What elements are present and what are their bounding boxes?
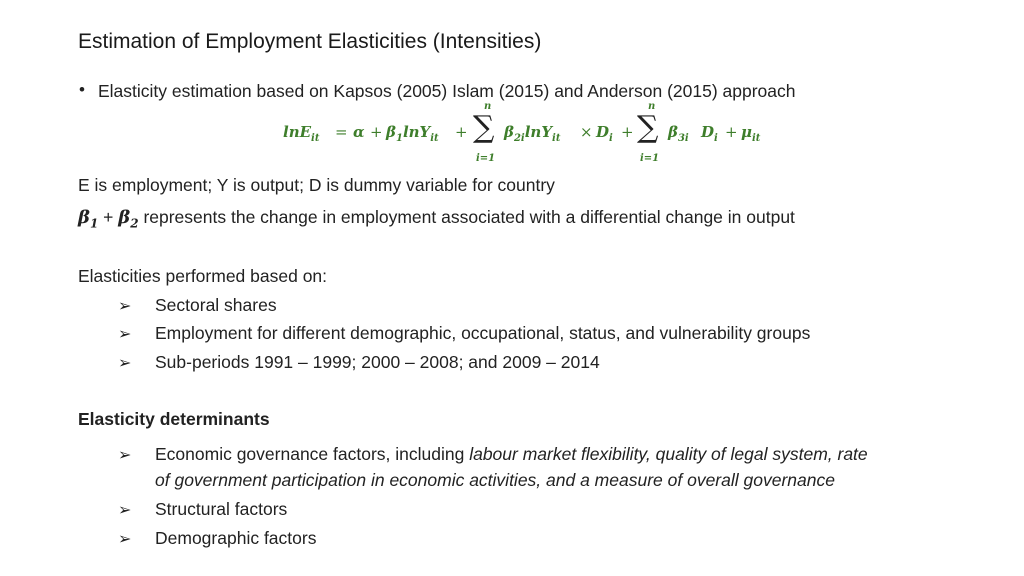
arrow-bullet-icon: ➢	[118, 531, 132, 548]
eq-plus-1: +	[370, 123, 383, 141]
beta-sum-line	[78, 207, 795, 231]
bullet-dot: •	[79, 80, 85, 99]
arrow-bullet-icon: ➢	[118, 298, 132, 315]
eq-plus-3: +	[621, 123, 634, 141]
eq-plus-4: +	[725, 123, 738, 141]
determinants-item: Structural factors	[155, 499, 288, 519]
sum1-symbol: ∑	[473, 110, 495, 145]
eq-mu: $\mu_{it}$	[741, 123, 761, 144]
sum2-symbol: ∑	[637, 110, 659, 145]
eq-beta1: $\beta_1\ln Y_{it}$	[386, 123, 439, 144]
eq-times: ×	[580, 123, 593, 141]
beta-plus: +	[98, 207, 119, 227]
slide-title: Estimation of Employment Elasticities (Intensities)	[78, 30, 542, 53]
eq-beta3-term: $\beta_{3i}$	[668, 123, 689, 144]
definitions-text: E is employment; Y is output; D is dummy variable for country	[78, 175, 555, 195]
elasticities-item: Sectoral shares	[155, 295, 277, 315]
eq-D1: $D_i$	[596, 123, 613, 144]
eq-lhs: lnE$_{it}$	[283, 123, 320, 144]
eq-plus-2: +	[455, 123, 468, 141]
elasticities-heading: Elasticities performed based on:	[78, 266, 328, 286]
determinants-heading: Elasticity determinants	[78, 409, 270, 429]
eq-beta2-term: $\beta_{2i}\ln Y_{it}$	[504, 123, 561, 144]
elasticities-item: Sub-periods 1991 – 1999; 2000 – 2008; and 2009 – 2014	[155, 352, 600, 372]
sum2-lower: i=1	[640, 153, 660, 164]
arrow-bullet-icon: ➢	[118, 447, 132, 464]
beta-line-text: represents the change in employment associated with a differential change in output	[138, 207, 795, 227]
arrow-bullet-icon: ➢	[118, 326, 132, 343]
sum1-upper: n	[484, 101, 492, 112]
sum1-lower: i=1	[476, 153, 496, 164]
eq-D2: $D_i$	[701, 123, 718, 144]
eq-alpha: α	[353, 123, 365, 141]
arrow-bullet-icon: ➢	[118, 355, 132, 372]
determinants-item-governance-cont: of government participation in economic activities, and a measure of overall governance	[155, 470, 835, 490]
arrow-bullet-icon: ➢	[118, 502, 132, 519]
equation	[283, 100, 783, 172]
determinants-item: Demographic factors	[155, 528, 317, 548]
bullet-text-elasticity-estimation: Elasticity estimation based on Kapsos (2005) Islam (2015) and Anderson (2015) approach	[98, 81, 796, 101]
sum2-upper: n	[648, 101, 656, 112]
eq-equals: =	[335, 123, 348, 141]
determinants-item-governance: Economic governance factors, including labour market flexibility, quality of legal system, rate	[155, 444, 868, 464]
elasticities-item: Employment for different demographic, occupational, status, and vulnerability groups	[155, 323, 811, 343]
beta2-symbol: $\beta_2$	[118, 207, 139, 231]
beta1-symbol: $\beta_1$	[78, 207, 99, 231]
